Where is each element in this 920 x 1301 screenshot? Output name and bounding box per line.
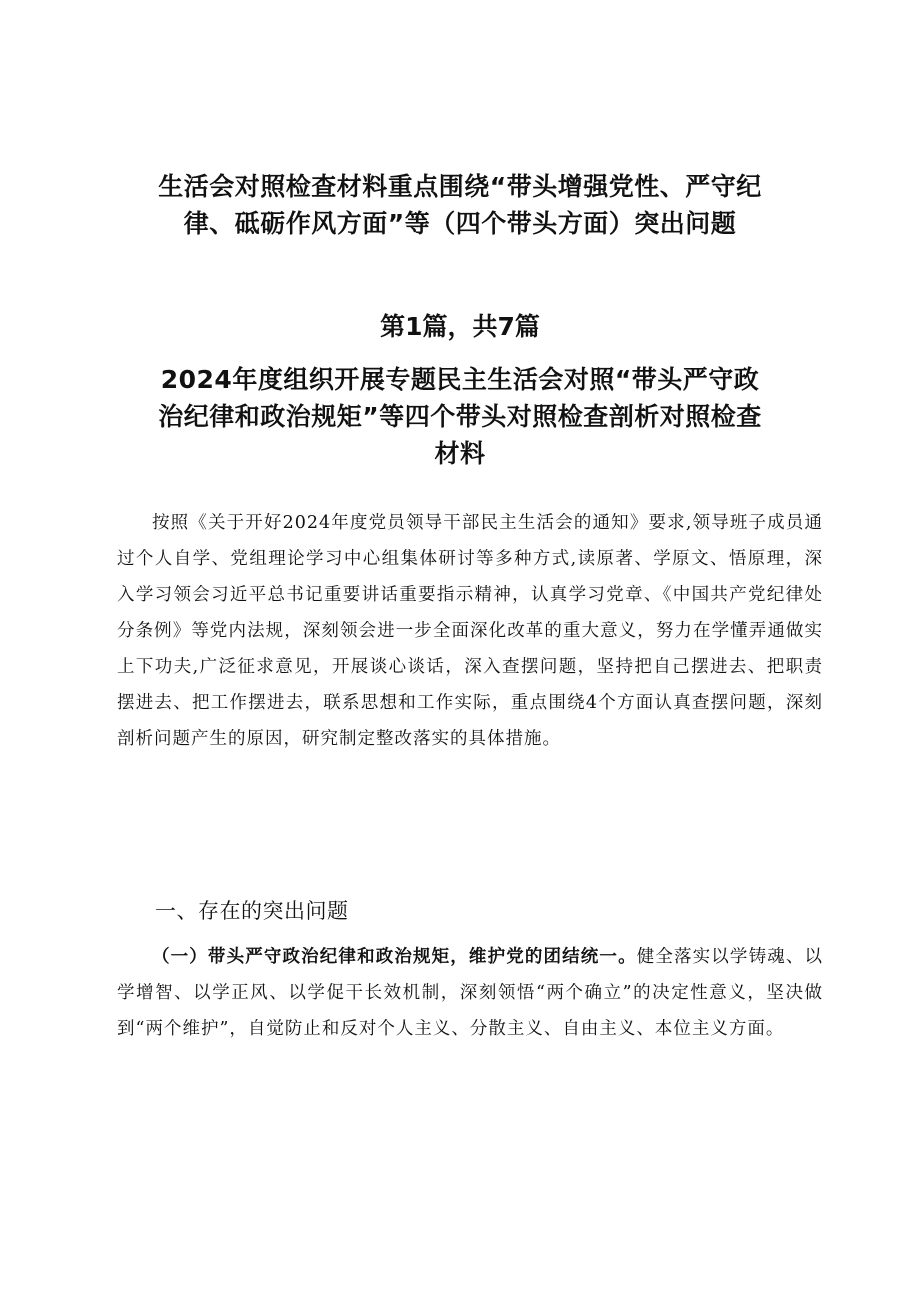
section-heading: 一、存在的突出问题: [155, 899, 349, 923]
intro-paragraph: 按照《关于开好2024年度党员领导干部民主生活会的通知》要求,领导班子成员通过个人自学、党组理论学习中心组集体研讨等多种方式,读原著、学原文、悟原理，深入学习领会习近平总书记重要讲话重要指示精神，认真学习党章、《中国共产党纪律处分条例》等党内法规，深刻领会进一步全面深化改革的重大意义，努力在学懂弄通做实上下功夫,广泛征求意见，开展谈心谈话，深入查摆问题，坚持把自己摆进去、把职责摆进去、把工作摆进去，联系思想和工作实际，重点围绕4个方面认真查摆问题，深刻剖析问题产生的原因，研究制定整改落实的具体措施。: [117, 513, 823, 749]
part-label: 第1篇，共7篇: [380, 312, 540, 341]
point-text: 健全落实以学铸魂、以学增智、以学正风、以学促干长效机制，深刻领悟“两个确立”的决定性意义，坚决做到“两个维护”，自觉防止和反对个人主义、分散主义、自由主义、本位主义方面。: [117, 947, 824, 1039]
point-lead: （一）带头严守政治纪律和政治规矩，维护党的团结统一。: [152, 947, 637, 967]
point-paragraph: [117, 939, 823, 1047]
sub-title: 2024年度组织开展专题民主生活会对照“带头严守政治纪律和政治规矩”等四个带头对照检查剖析对照检查材料: [158, 365, 762, 468]
main-title: 生活会对照检查材料重点围绕“带头增强党性、严守纪律、砥砺作风方面”等（四个带头方面）突出问题: [158, 172, 762, 238]
